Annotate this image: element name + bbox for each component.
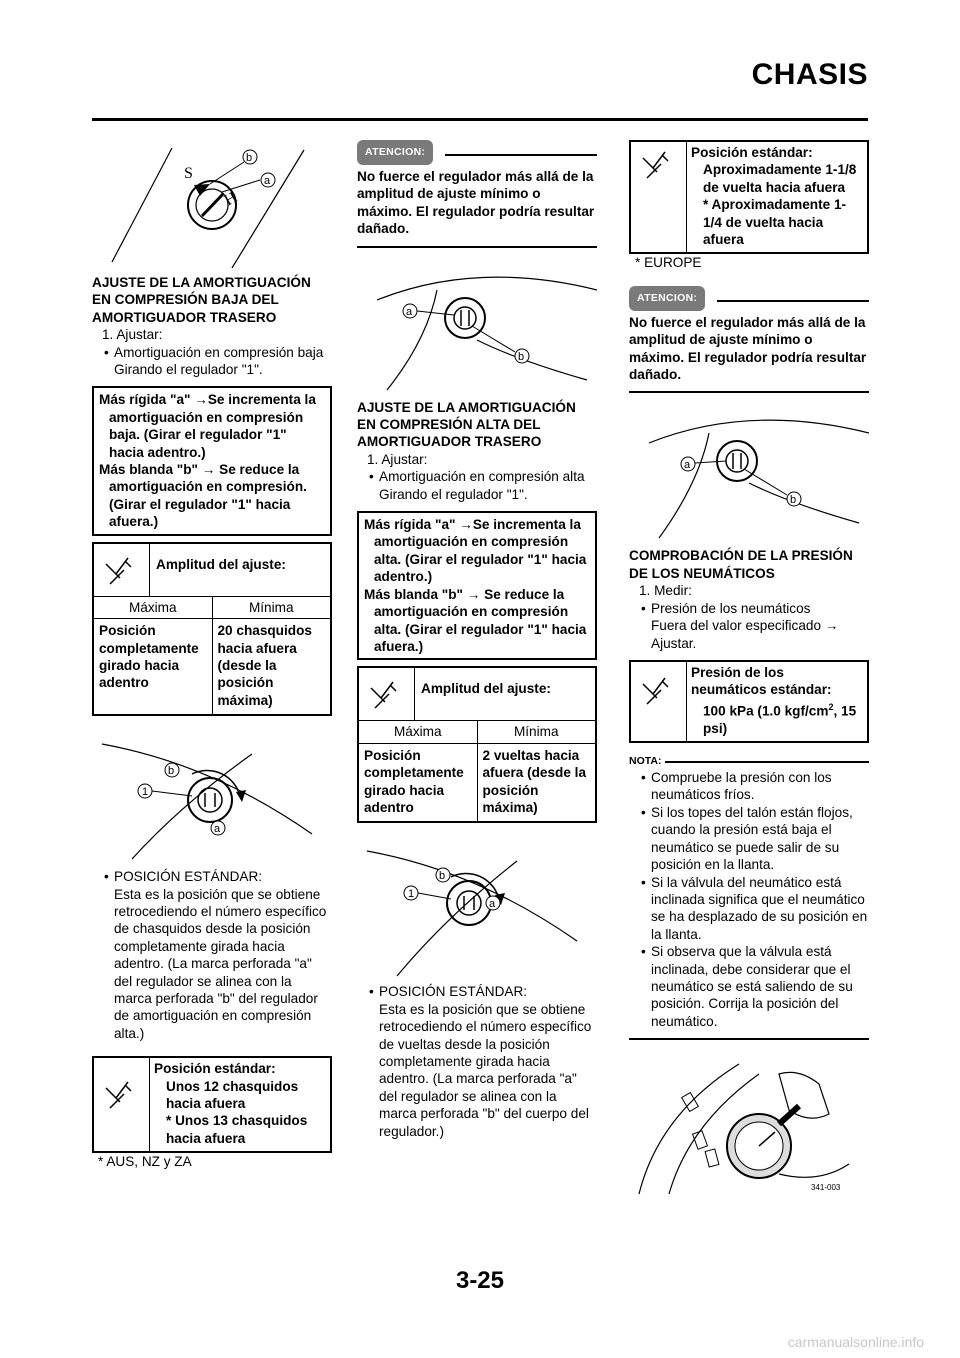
std-value: Aproximadamente 1-1/8 de vuelta hacia afuera: [703, 162, 857, 195]
page-number: 3-25: [455, 1267, 505, 1294]
std-title: Posición estándar:: [154, 1061, 276, 1077]
ring-label-a: a: [684, 459, 691, 472]
note-item: • Compruebe la presión con los neumáticos fríos.: [629, 769, 869, 804]
fig1-label-a: a: [264, 175, 271, 187]
footnote: * AUS, NZ y ZA: [98, 1154, 192, 1170]
std-value-alt: * Unos 13 chasquidos hacia afuera: [166, 1113, 308, 1146]
caliper-icon: [94, 544, 150, 596]
figure-adjuster-knob: [92, 734, 332, 864]
step-adjust: 1. Ajustar:: [102, 327, 163, 343]
max-value: Posición completamente girado hacia adentro: [94, 619, 213, 714]
stiffer-text: Más rígida "a" →Se incrementa la amortiguación en compresión baja. (Girar el regulador "1" hacia adentro.): [99, 392, 316, 460]
section-heading-low-compression: AJUSTE DE LA AMORTIGUACIÓN EN COMPRESIÓN BAJA DEL AMORTIGUADOR TRASERO: [92, 275, 311, 325]
softer-text: Más blanda "b" → Se reduce la amortiguación en compresión alta. (Girar el regulador "1" hacia afuera.): [364, 586, 587, 654]
caution-header: [357, 140, 597, 162]
bullet-subtext: Girando el regulador "1".: [114, 362, 263, 378]
column-header-min: Mínima: [248, 599, 294, 615]
standard-position-bullet: • POSICIÓN ESTÁNDAR:: [92, 868, 332, 885]
std-value-alt: * Aproximadamente 1-1/4 de vuelta hacia afuera: [703, 197, 847, 248]
figure-code: 341-003: [811, 1183, 841, 1193]
ring-label-b: b: [790, 494, 797, 507]
caliper-icon: [359, 668, 415, 720]
column-header-max: Máxima: [94, 597, 213, 618]
column-2: [357, 140, 597, 1140]
std-title: Posición estándar:: [691, 145, 813, 160]
figure-adjuster-knob: [357, 841, 597, 981]
standard-position-box: [629, 140, 869, 254]
note-list: [629, 769, 869, 1040]
standard-position-description: Esta es la posición que se obtiene retrocediendo el número específico de vueltas desde la posición completamente girada hacia adentro. (La marca perforada "a" del regulador se alinea con la marca perforada "b" del cuerpo del regulador.): [379, 1001, 592, 1139]
softer-text: Más blanda "b" → Se reduce la amortiguación en compresión. (Girar el regulador "1" hacia afuera.): [99, 462, 307, 530]
caliper-icon: [631, 142, 687, 252]
column-header-max: Máxima: [359, 721, 478, 742]
figure-high-compression-adjuster: [357, 260, 597, 395]
fig1-label-b: b: [246, 152, 253, 164]
bullet-item: • Amortiguación en compresión baja: [92, 344, 332, 361]
step-adjust: 1. Ajustar:: [367, 451, 428, 467]
standard-position-box: [92, 1056, 332, 1153]
column-1: [92, 140, 332, 1171]
tp-title: Presión de los neumáticos estándar:: [691, 664, 832, 698]
bullet-subtext: Fuera del valor especificado → Ajustar.: [651, 618, 839, 651]
fig1-label-s: S: [184, 165, 193, 182]
adjustment-range-table: [92, 542, 332, 716]
figure-low-compression-adjuster: [92, 140, 332, 268]
page-title: CHASIS: [751, 58, 868, 91]
std-value: Unos 12 chasquidos hacia afuera: [166, 1078, 299, 1111]
caution-text: No fuerce el regulador más allá de la amplitud de ajuste mínimo o máximo. El regulador podría resultar dañado.: [629, 308, 869, 394]
bullet-subtext: Girando el regulador "1".: [379, 486, 528, 502]
standard-position-description: Esta es la posición que se obtiene retrocediendo el número específico de chasquidos desde la posición completamente girada hacia adentro. (La marca perforada "a" del regulador se alinea con la marca perforada "b" del regulador de amortiguación en compresión alta.): [114, 886, 327, 1041]
tire-pressure-box: [629, 660, 869, 743]
min-value: 2 vueltas hacia afuera (desde la posición máxima): [482, 747, 587, 815]
range-caption: Amplitud del ajuste:: [421, 681, 551, 697]
note-label: NOTA:: [629, 755, 662, 768]
caution-label: ATENCION:: [629, 286, 705, 311]
header-rule: [92, 118, 868, 121]
caution-text: No fuerce el regulador más allá de la amplitud de ajuste mínimo o máximo. El regulador podría resultar dañado.: [357, 162, 597, 248]
knob-label-b: b: [168, 765, 175, 778]
standard-position-bullet: • POSICIÓN ESTÁNDAR:: [357, 983, 597, 1000]
ring-label-a: a: [406, 305, 413, 318]
column-3: [629, 140, 869, 1199]
step-measure: 1. Medir:: [639, 583, 692, 599]
note-header: [629, 753, 869, 769]
tp-superscript: 2: [828, 701, 834, 712]
figure-tire-gauge: [629, 1054, 869, 1199]
min-value: 20 chasquidos hacia afuera (desde la posición máxima): [217, 623, 312, 708]
section-heading-high-compression: AJUSTE DE LA AMORTIGUACIÓN EN COMPRESIÓN ALTA DEL AMORTIGUADOR TRASERO: [357, 399, 576, 450]
range-caption: Amplitud del ajuste:: [156, 556, 286, 572]
section-heading-tire-pressure: COMPROBACIÓN DE LA PRESIÓN DE LOS NEUMÁTICOS: [629, 548, 853, 581]
figure-high-compression-adjuster: [629, 403, 869, 543]
max-value: Posición completamente girado hacia adentro: [359, 744, 478, 822]
fig1-label-h: H: [221, 188, 241, 210]
caliper-icon: [94, 1058, 150, 1151]
caliper-icon: [631, 662, 687, 741]
watermark: carmanualsonline.info: [787, 1334, 924, 1350]
note-item: • Si observa que la válvula está inclinada, debe considerar que el neumático se está saliendo de su posición. Corrija la posición del neumático.: [629, 943, 869, 1030]
note-item: • Si los topes del talón están flojos, cuando la presión está baja el neumático se puede salir de su posición en la llanta.: [629, 804, 869, 874]
bullet-item: • Presión de los neumáticos: [629, 600, 869, 617]
tp-value: 100 kPa (1.0 kgf/$cm^2$, 15 psi): [703, 701, 857, 736]
caution-label: ATENCION:: [357, 140, 433, 165]
caution-header: [629, 286, 869, 308]
column-header-min: Mínima: [513, 724, 559, 740]
knob-label-a: a: [489, 898, 496, 911]
footnote: * EUROPE: [635, 255, 702, 271]
stiffer-text: Más rígida "a" →Se incrementa la amortiguación en compresión alta. (Girar el regulador "1" hacia adentro.): [364, 517, 587, 585]
adjustment-direction-box: [357, 511, 597, 660]
bullet-item: • Amortiguación en compresión alta: [357, 468, 597, 485]
knob-label-a: a: [214, 823, 221, 836]
note-item: • Si la válvula del neumático está inclinada significa que el neumático se ha desplazado de su posición en la llanta.: [629, 874, 869, 944]
adjustment-range-table: [357, 666, 597, 823]
ring-label-b: b: [518, 350, 525, 363]
adjustment-direction-box: [92, 386, 332, 535]
knob-label-b: b: [439, 870, 446, 883]
knob-label-1: 1: [142, 786, 149, 799]
knob-label-1: 1: [408, 888, 415, 901]
